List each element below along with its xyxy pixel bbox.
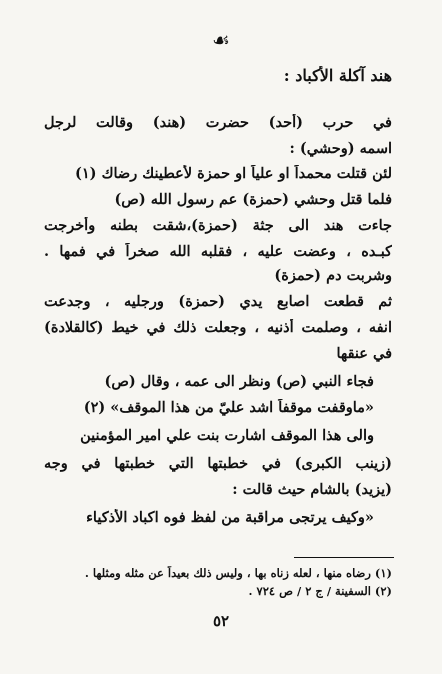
ornament-glyph: ☙ [212, 28, 230, 52]
body-line: فجاء النبي (ص) ونظر الى عمه ، وقال (ص) [104, 373, 374, 390]
body-line: في حرب (أحد) حضرت (هند) وقالت لرجل [44, 114, 392, 131]
body-line: كبـده ، وعضت عليه ، فقلبه الله صخراً في فمها . [44, 243, 392, 260]
body-line: اسمه (وحشي) : [289, 140, 392, 157]
body-line: جاءت هند الى جثة (حمزة)،شقت بطنه وأخرجت [44, 217, 392, 234]
page-number: ٥٢ [212, 612, 230, 630]
footnote-1: (١) رضاه منها ، لعله زناه بها ، وليس ذلك بعيداً عن مثله ومثلها . [84, 566, 392, 580]
footnote-separator [294, 557, 394, 558]
body-line: في عنقها [336, 345, 392, 362]
body-line: ثم قطعت اصابع يدي (حمزة) ورجليه ، وجدعت [44, 293, 392, 310]
body-line: انفه ، وصلمت أذنيه ، وجعلت ذلك في خيط (كالقلادة) [44, 319, 392, 336]
body-line: فلما قتل وحشي (حمزة) عم رسول الله (ص) [114, 191, 392, 208]
body-line: (يزيد) بالشام حيث قالت : [232, 481, 392, 498]
footnote-2: (٢) السفينة / ج ٢ / ص ٧٢٤ . [248, 584, 392, 598]
body-line: «ماوقفت موقفاً اشد عليّ من هذا الموقف» (٢) [83, 399, 374, 416]
body-line: والى هذا الموقف اشارت بنت علي امير المؤمنين [80, 427, 374, 444]
section-heading: هند آكلة الأكباد : [283, 66, 392, 85]
body-line: «وكيف يرتجى مراقبة من لفظ فوه اكباد الأذكياء [86, 509, 374, 526]
body-line: (زينب الكبرى) في خطبتها التي خطبتها في وجه [44, 455, 392, 472]
body-line: لئن قتلت محمداً او علياً او حمزة لأُعطينك رضاك (١) [74, 165, 392, 182]
body-line: وشربت دم (حمزة) [274, 267, 392, 284]
